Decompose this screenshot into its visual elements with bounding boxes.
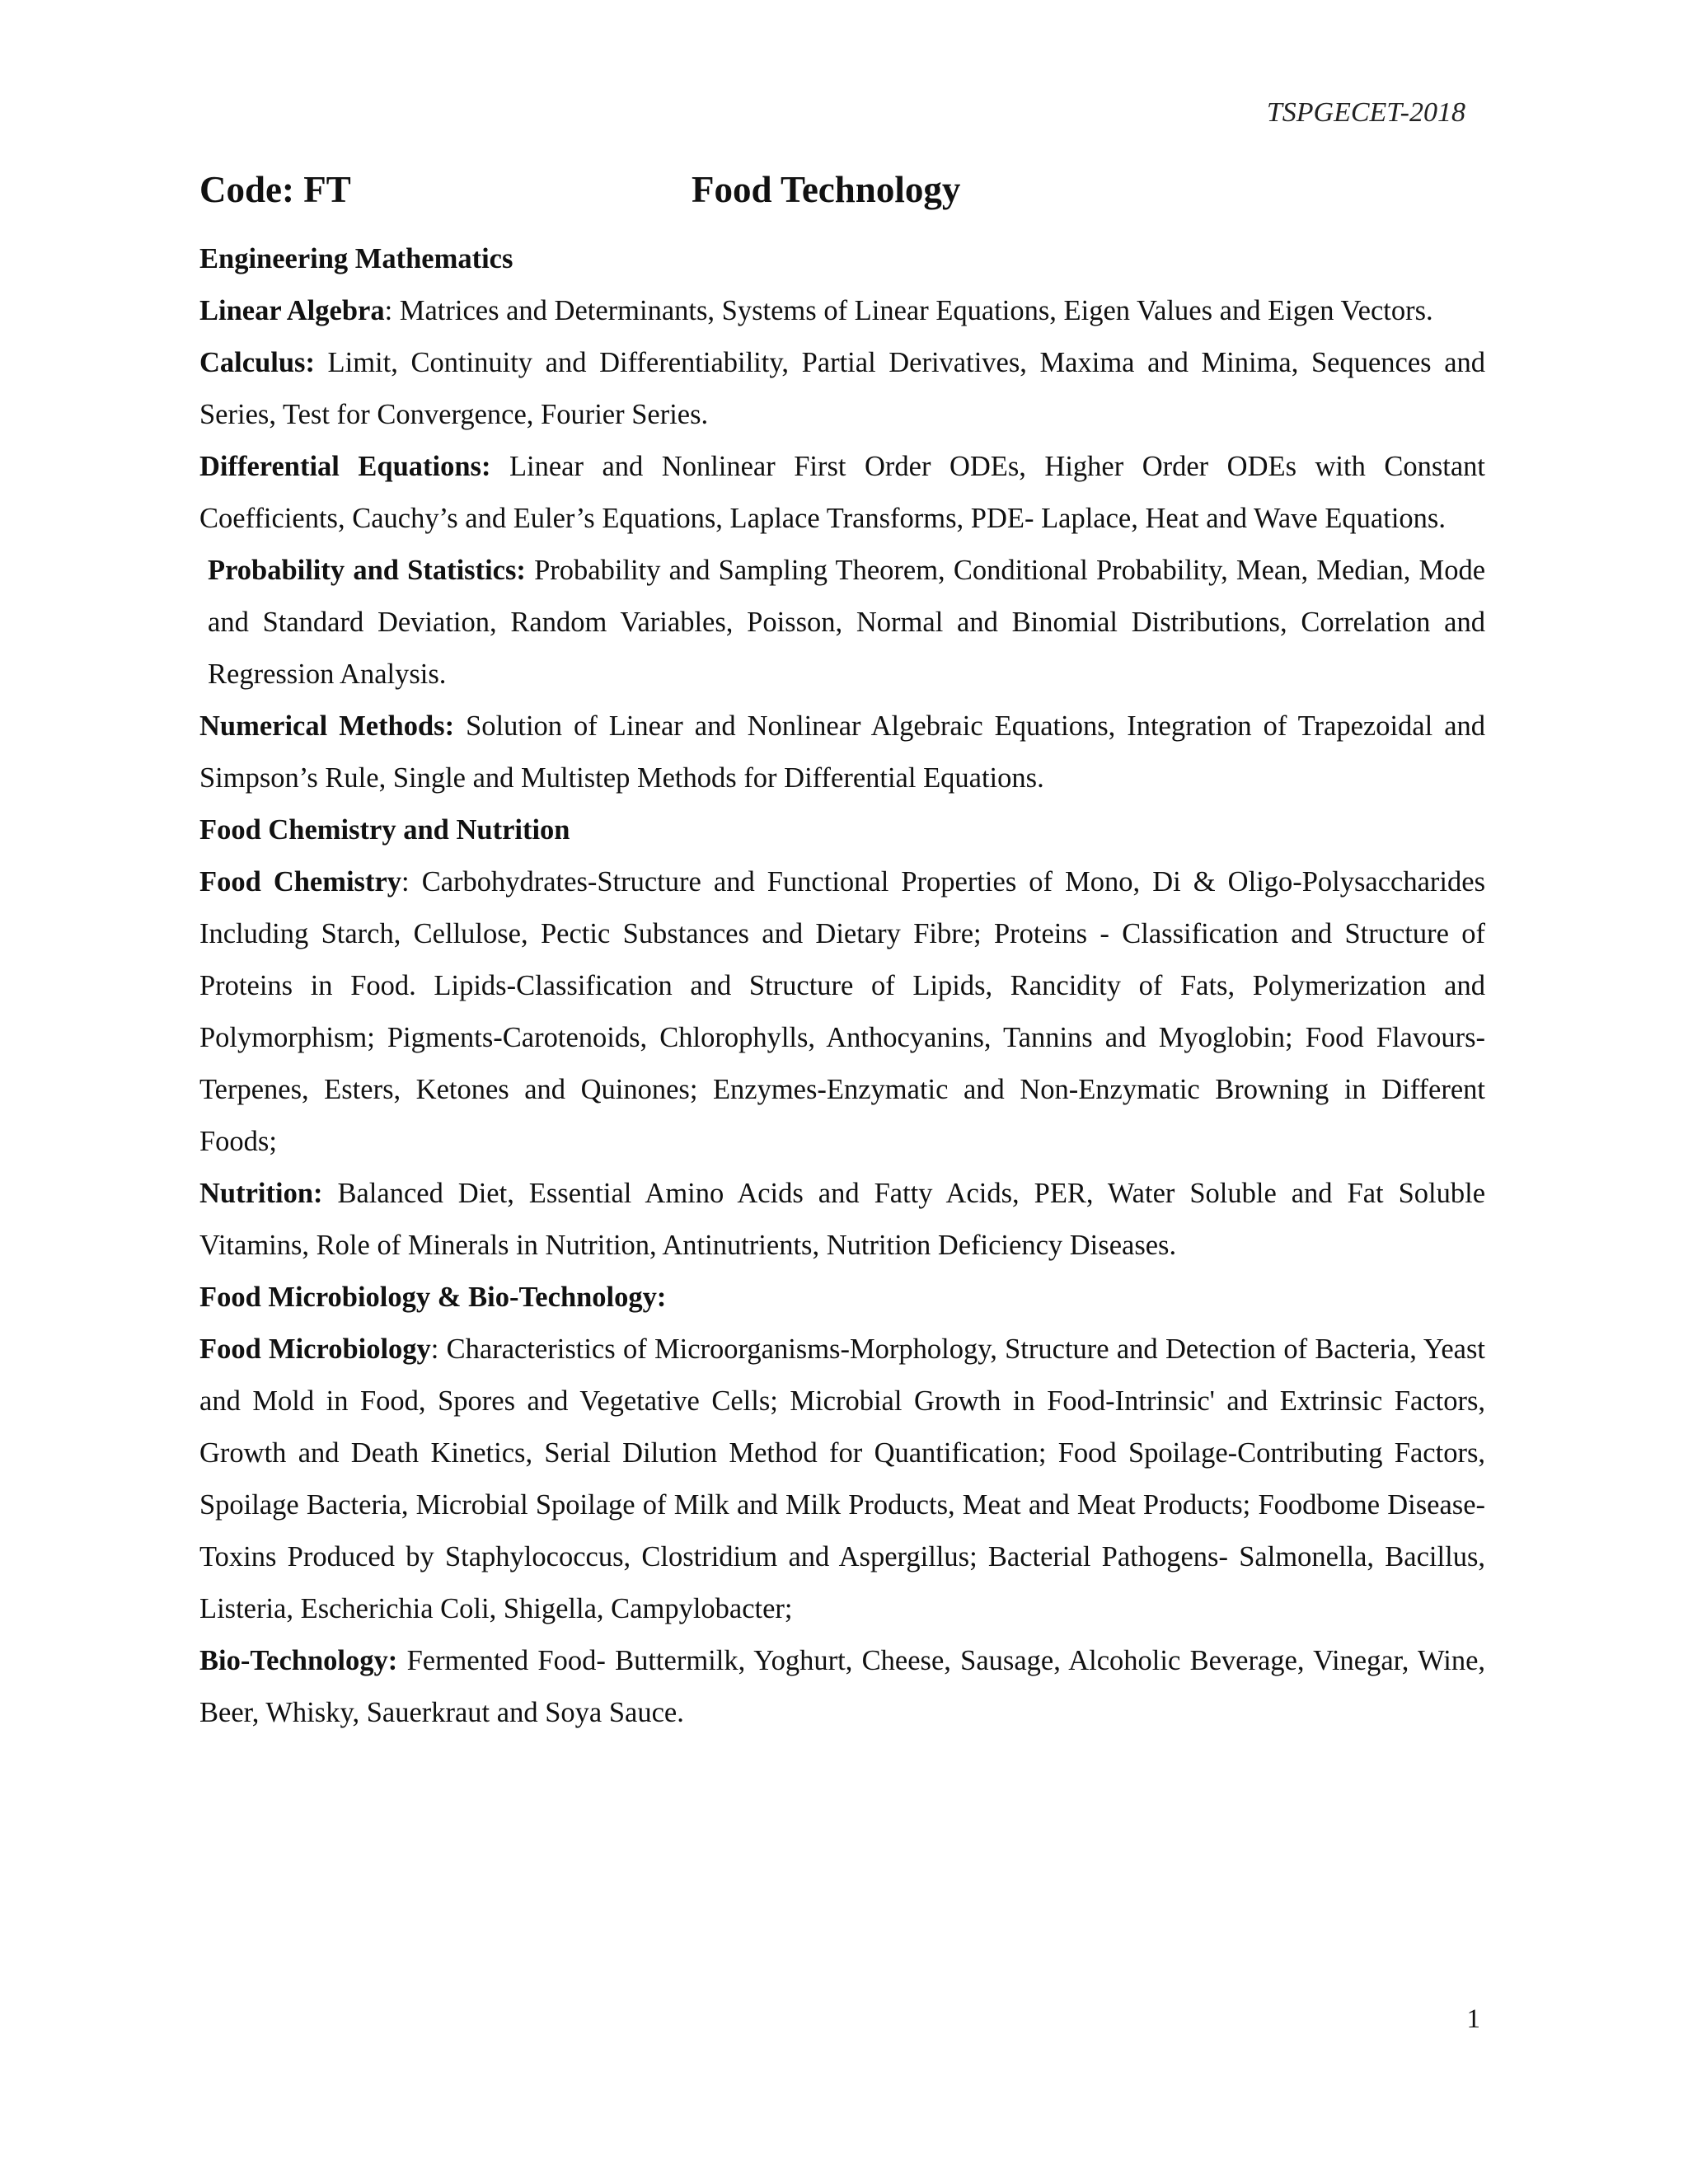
topic-separator: : <box>430 1333 447 1365</box>
syllabus-content <box>199 233 1485 1739</box>
topic-food-microbiology <box>199 1324 1485 1635</box>
topic-text: Characteristics of Microorganisms-Morphology, Structure and Detection of Bacteria, Yeast and Mold in Food, Spores and Vegetative Cells; Microbial Growth in Food-Intrinsic' and Extrinsic Factors, Growth and Death Kinetics, Serial Dilution Method for Quantification; Food Spoilage-Contributing Factors, Spoilage Bacteria, Microbial Spoilage of Milk and Milk Products, Meat and Meat Products; Foodbome Disease-Toxins Produced by Staphylococcus, Clostridium and Aspergillus; Bacterial Pathogens- Salmonella, Bacillus, Listeria, Escherichia Coli, Shigella, Campylobacter; <box>199 1333 1485 1624</box>
topic-separator <box>315 347 328 378</box>
topic-text: Limit, Continuity and Differentiability, Partial Derivatives, Maxima and Minima, Sequences and Series, Test for Convergence, Fourier Series. <box>199 347 1486 430</box>
topic-differential-equations <box>199 441 1485 545</box>
topic-text: Solution of Linear and Nonlinear Algebraic Equations, Integration of Trapezoidal and Simpson’s Rule, Single and Multistep Methods for Differential Equations. <box>199 710 1486 794</box>
topic-separator <box>490 451 509 482</box>
section-heading-microbiology: Food Microbiology & Bio-Technology: <box>199 1282 667 1313</box>
topic-text: Probability and Sampling Theorem, Conditional Probability, Mean, Median, Mode and Standard Deviation, Random Variables, Poisson, Normal and Binomial Distributions, Correlation and Regression Analysis. <box>208 555 1486 690</box>
page-number: 1 <box>1466 2004 1480 2034</box>
topic-separator: : <box>384 295 400 326</box>
topic-calculus <box>199 337 1485 441</box>
topic-food-chemistry <box>199 856 1485 1168</box>
topic-text: Balanced Diet, Essential Amino Acids and Fatty Acids, PER, Water Soluble and Fat Soluble Vitamins, Role of Minerals in Nutrition, Antinutrients, Nutrition Deficiency Diseases. <box>199 1178 1486 1261</box>
topic-separator <box>526 555 534 586</box>
topic-text: Fermented Food- Buttermilk, Yoghurt, Cheese, Sausage, Alcoholic Beverage, Vinegar, Wine, Beer, Whisky, Sauerkraut and Soya Sauce. <box>199 1645 1486 1728</box>
topic-text: Linear and Nonlinear First Order ODEs, Higher Order ODEs with Constant Coefficients, Cauchy’s and Euler’s Equations, Laplace Transforms, PDE- Laplace, Heat and Wave Equations. <box>199 451 1485 534</box>
topic-term: Probability and Statistics: <box>208 555 526 586</box>
topic-text: Matrices and Determinants, Systems of Linear Equations, Eigen Values and Eigen Vectors. <box>399 295 1433 326</box>
topic-term: Bio-Technology: <box>199 1645 398 1676</box>
topic-text: Carbohydrates-Structure and Functional Properties of Mono, Di & Oligo-Polysaccharides Including Starch, Cellulose, Pectic Substances and Dietary Fibre; Proteins - Classification and Structure of Proteins in Food. Lipids-Classification and Structure of Lipids, Rancidity of Fats, Polymerization and Polymorphism; Pigments-Carotenoids, Chlorophylls, Anthocyanins, Tannins and Myoglobin; Food Flavours-Terpenes, Esters, Ketones and Quinones; Enzymes-Enzymatic and Non-Enzymatic Browning in Different Foods; <box>199 866 1485 1157</box>
topic-separator: : <box>401 866 422 898</box>
topic-separator <box>323 1178 338 1209</box>
topic-nutrition <box>199 1168 1485 1272</box>
topic-separator <box>397 1645 406 1676</box>
topic-term: Numerical Methods: <box>199 710 455 742</box>
topic-term: Differential Equations: <box>199 451 491 482</box>
page-title-row <box>199 168 1485 218</box>
topic-probability-statistics <box>199 545 1485 701</box>
topic-term: Nutrition: <box>199 1178 323 1209</box>
topic-term: Food Chemistry <box>199 866 402 898</box>
exam-code-header: TSPGECET-2018 <box>1266 97 1465 128</box>
topic-term: Linear Algebra <box>199 295 385 326</box>
topic-term: Calculus: <box>199 347 315 378</box>
topic-term: Food Microbiology <box>199 1333 431 1365</box>
topic-bio-technology <box>199 1635 1485 1739</box>
page-title: Food Technology <box>692 169 961 210</box>
section-heading-maths: Engineering Mathematics <box>199 243 513 274</box>
topic-linear-algebra <box>199 285 1485 337</box>
topic-separator <box>454 710 466 742</box>
subject-code: Code: FT <box>199 169 351 210</box>
section-heading-chemistry: Food Chemistry and Nutrition <box>199 814 570 846</box>
topic-numerical-methods <box>199 701 1485 804</box>
